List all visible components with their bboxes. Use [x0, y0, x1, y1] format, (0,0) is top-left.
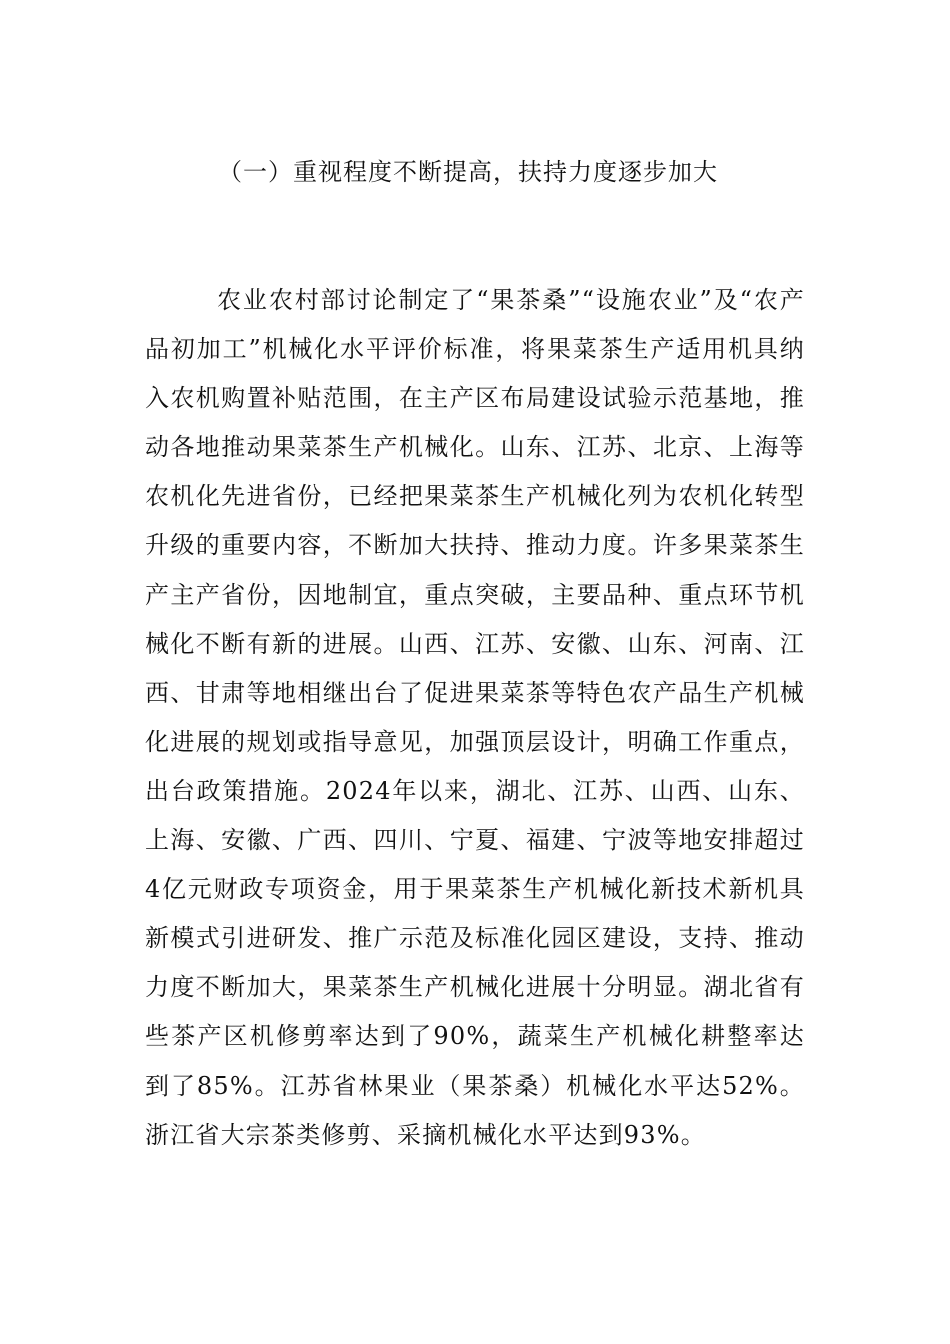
body-paragraph: 农业农村部讨论制定了“果茶桑”“设施农业”及“农产品初加工”机械化水平评价标准，将果菜茶生产适用机具纳入农机购置补贴范围，在主产区布局建设试验示范基地，推动各地推动果菜茶生产机械化。山东、江苏、北京、上海等农机化先进省份，已经把果菜茶生产机械化列为农机化转型升级的重要内容，不断加大扶持、推动力度。许多果菜茶生产主产省份，因地制宜，重点突破，主要品种、重点环节机械化不断有新的进展。山西、江苏、安徽、山东、河南、江西、甘肃等地相继出台了促进果菜茶等特色农产品生产机械化进展的规划或指导意见，加强顶层设计，明确工作重点，出台政策措施。2024年以来，湖北、江苏、山西、山东、上海、安徽、广西、四川、宁夏、福建、宁波等地安排超过4亿元财政专项资金，用于果菜茶生产机械化新技术新机具新模式引进研发、推广示范及标准化园区建设，支持、推动力度不断加大，果菜茶生产机械化进展十分明显。湖北省有些茶产区机修剪率达到了90%，蔬菜生产机械化耕整率达到了85%。江苏省林果业（果茶桑）机械化水平达52%。浙江省大宗茶类修剪、采摘机械化水平达到93%。: [145, 286, 805, 1149]
section-heading: （一）重视程度不断提高，扶持力度逐步加大: [218, 158, 718, 186]
